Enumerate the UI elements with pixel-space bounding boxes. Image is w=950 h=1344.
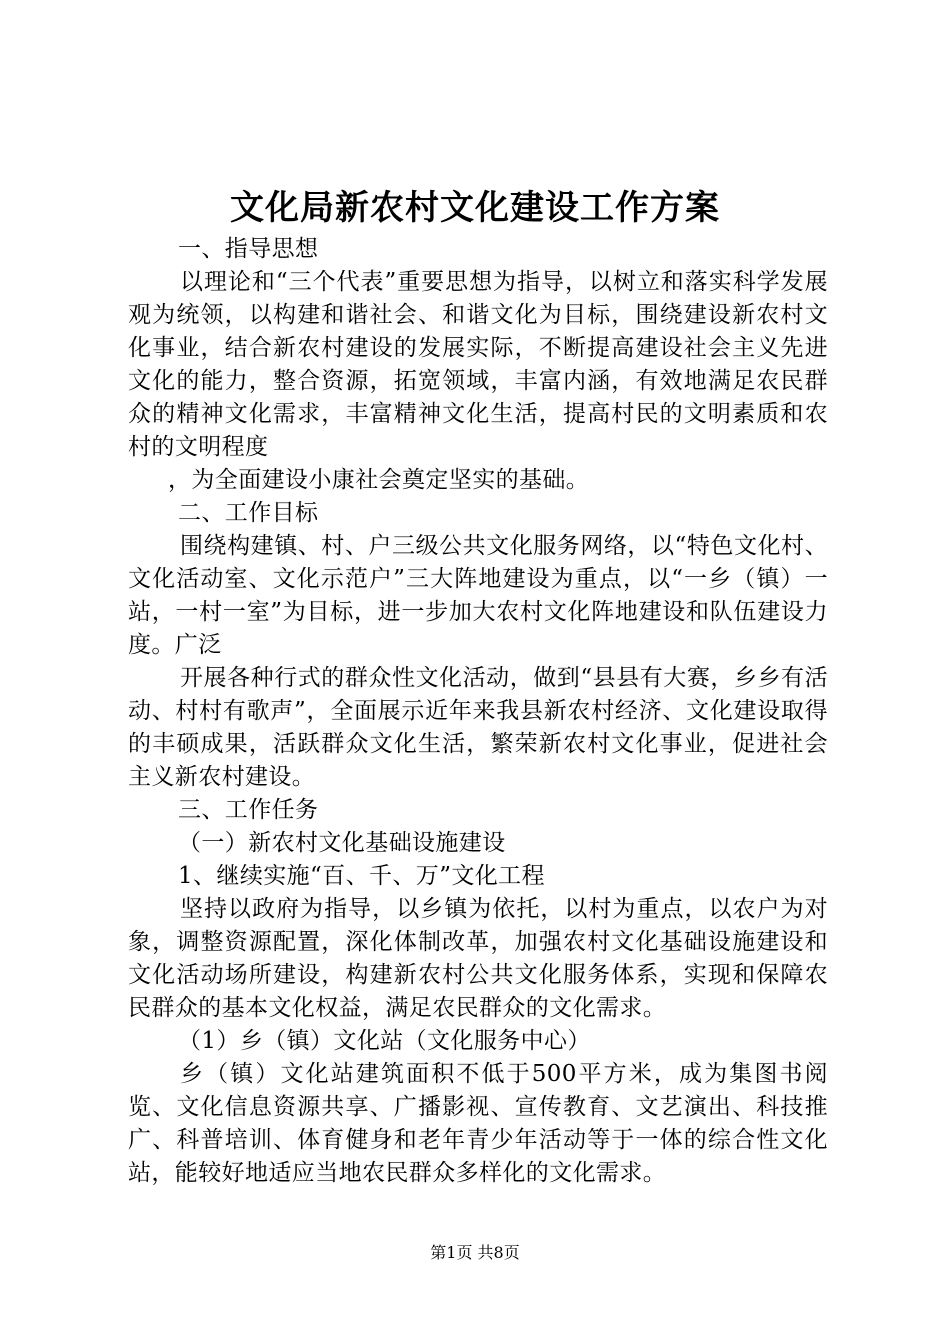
section-heading-work-goals: 二、工作目标: [178, 500, 319, 526]
subheading-culture-station: （1）乡（镇）文化站（文化服务中心）: [178, 1028, 591, 1054]
document-title: 文化局新农村文化建设工作方案: [230, 188, 720, 228]
paragraph-work-goals-2: 开展各种行式的群众性文化活动，做到“县县有大赛，乡乡有活动、村村有歌声”，全面展示近年来我县新农村经济、文化建设取得的丰硕成果，活跃群众文化生活，繁荣新农村文化事业，促进社会主义新农村建设。: [128, 665, 828, 790]
paragraph-guiding-ideology-continued: ，为全面建设小康社会奠定坚实的基础。: [168, 467, 590, 493]
paragraph-culture-project: 坚持以政府为指导，以乡镇为依托，以村为重点，以农户为对象，调整资源配置，深化体制改革，加强农村文化基础设施建设和文化活动场所建设，构建新农村公共文化服务体系，实现和保障农民群众的基本文化权益，满足农民群众的文化需求。: [128, 896, 828, 1021]
section-heading-guiding-ideology: 一、指导思想: [178, 236, 319, 262]
paragraph-work-goals-1: 围绕构建镇、村、户三级公共文化服务网络，以“特色文化村、文化活动室、文化示范户”三大阵地建设为重点，以“一乡（镇）一站，一村一室”为目标，进一步加大农村文化阵地建设和队伍建设力度。广泛: [128, 533, 828, 658]
page-number-footer: 第1页 共8页: [430, 1243, 520, 1262]
paragraph-guiding-ideology: 以理论和“三个代表”重要思想为指导，以树立和落实科学发展观为统领，以构建和谐社会、和谐文化为目标，围绕建设新农村文化事业，结合新农村建设的发展实际，不断提高建设社会主义先进文化的能力，整合资源，拓宽领域，丰富内涵，有效地满足农民群众的精神文化需求，丰富精神文化生活，提高村民的文明素质和农村的文明程度: [128, 269, 828, 460]
document-body: [128, 233, 828, 1190]
subheading-culture-project: 1、继续实施“百、千、万”文化工程: [178, 863, 545, 889]
section-heading-work-tasks: 三、工作任务: [178, 797, 319, 823]
subheading-infrastructure: （一）新农村文化基础设施建设: [178, 830, 506, 856]
paragraph-culture-station: 乡（镇）文化站建筑面积不低于500平方米，成为集图书阅览、文化信息资源共享、广播影视、宣传教育、文艺演出、科技推广、科普培训、体育健身和老年青少年活动等于一体的综合性文化站，能较好地适应当地农民群众多样化的文化需求。: [128, 1061, 828, 1186]
